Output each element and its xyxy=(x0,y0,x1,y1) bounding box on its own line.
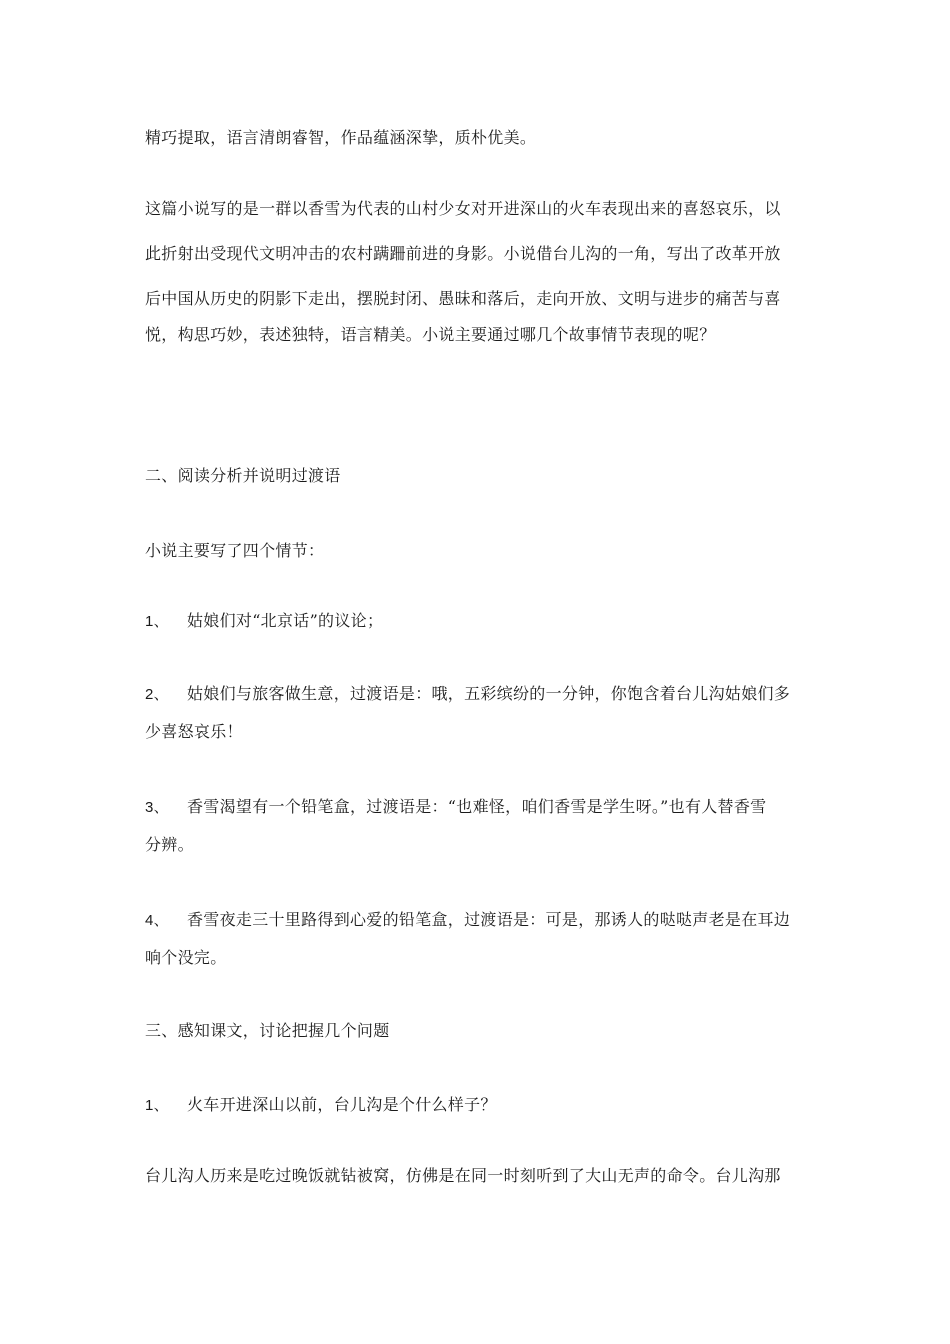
list-number: 3、 xyxy=(145,799,169,816)
section-3-heading: 三、感知课文，讨论把握几个问题 xyxy=(145,1021,390,1040)
list-item-1 xyxy=(145,611,383,632)
list-number: 1、 xyxy=(145,613,169,630)
question-1 xyxy=(145,1095,497,1116)
list-number: 4、 xyxy=(145,912,169,929)
question-text: 火车开进深山以前，台儿沟是个什么样子？ xyxy=(187,1095,497,1114)
paragraph-2-line-2: 此折射出受现代文明冲击的农村蹒跚前进的身影。小说借台儿沟的一角，写出了改革开放 xyxy=(145,244,781,263)
section-2-heading: 二、阅读分析并说明过渡语 xyxy=(145,466,341,485)
intro-text: 小说主要写了四个情节： xyxy=(145,541,325,560)
list-item-text: 香雪夜走三十里路得到心爱的铅笔盒，过渡语是：可是，那诱人的哒哒声老是在耳边 xyxy=(187,910,791,929)
list-number: 1、 xyxy=(145,1097,169,1114)
list-item-text: 香雪渴望有一个铅笔盒，过渡语是：“也难怪，咱们香雪是学生呀。”也有人替香雪 xyxy=(187,797,767,816)
list-item-text: 姑娘们与旅客做生意，过渡语是：哦，五彩缤纷的一分钟，你饱含着台儿沟姑娘们多 xyxy=(187,684,791,703)
list-item-3-continuation: 分辨。 xyxy=(145,835,194,854)
list-number: 2、 xyxy=(145,686,169,703)
list-item-4 xyxy=(145,910,790,931)
list-item-3 xyxy=(145,797,766,818)
last-paragraph-line-1: 台儿沟人历来是吃过晚饭就钻被窝，仿佛是在同一时刻听到了大山无声的命令。台儿沟那 xyxy=(145,1166,781,1185)
list-item-2 xyxy=(145,684,790,705)
list-item-text: 姑娘们对“北京话”的议论； xyxy=(187,611,384,630)
paragraph-1-line-1: 精巧提取，语言清朗睿智，作品蕴涵深挚，质朴优美。 xyxy=(145,128,537,147)
paragraph-2-line-1: 这篇小说写的是一群以香雪为代表的山村少女对开进深山的火车表现出来的喜怒哀乐，以 xyxy=(145,199,781,218)
list-item-4-continuation: 响个没完。 xyxy=(145,948,227,967)
paragraph-2-line-3: 后中国从历史的阴影下走出，摆脱封闭、愚昧和落后，走向开放、文明与进步的痛苦与喜 xyxy=(145,289,781,308)
list-item-2-continuation: 少喜怒哀乐！ xyxy=(145,722,243,741)
paragraph-2-line-4: 悦，构思巧妙，表述独特，语言精美。小说主要通过哪几个故事情节表现的呢？ xyxy=(145,325,716,344)
